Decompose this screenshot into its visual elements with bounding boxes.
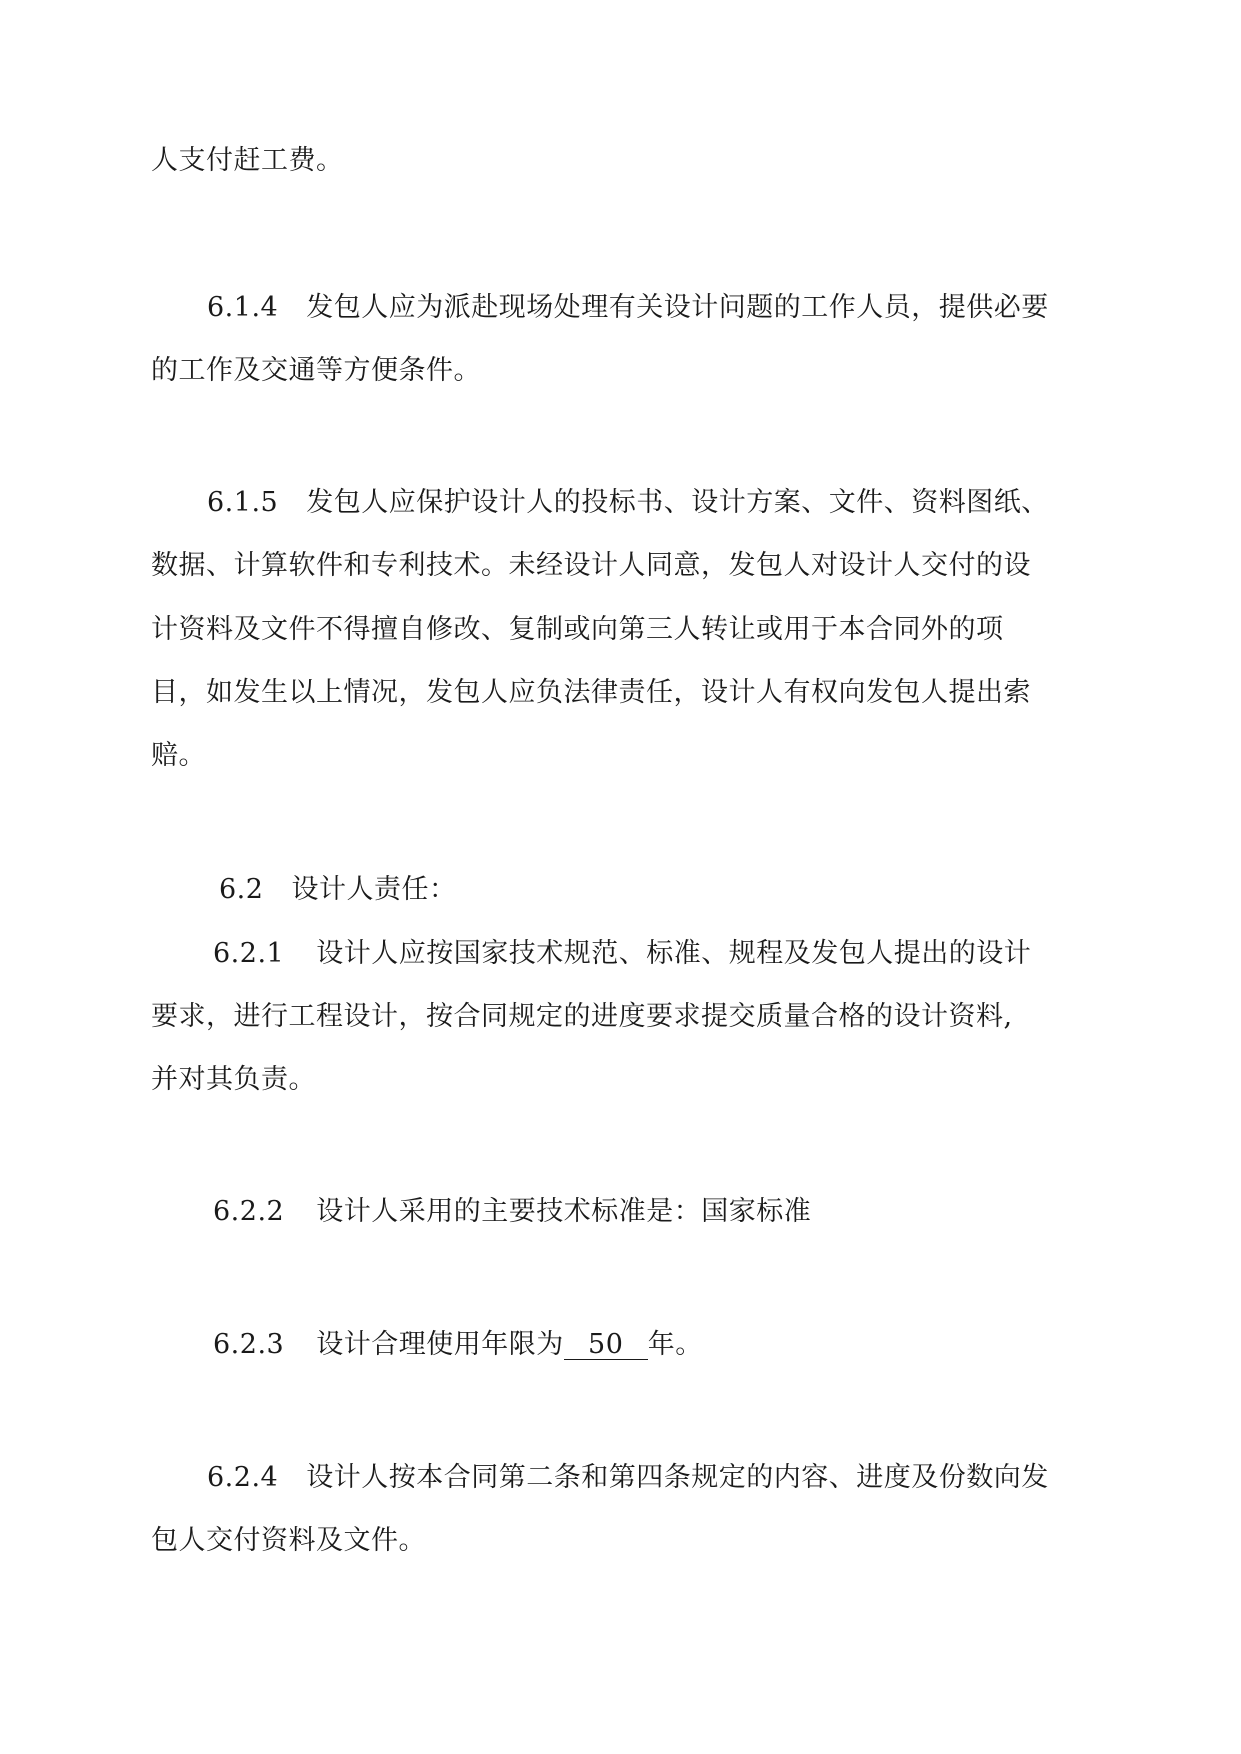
- clause-text: 并对其负责。: [151, 1064, 316, 1095]
- clause-6-1-5-line-4: [151, 677, 1031, 709]
- clause-6-2-1-line-2: [151, 1001, 1013, 1033]
- clause-number: 6.2.1: [213, 938, 285, 969]
- paragraph-continuation: [151, 145, 344, 177]
- clause-text: 发包人应为派赴现场处理有关设计问题的工作人员，提供必要: [306, 292, 1049, 323]
- clause-text: 设计人按本合同第二条和第四条规定的内容、进度及份数向发: [306, 1462, 1049, 1493]
- clause-text: 包人交付资料及文件。: [151, 1525, 426, 1556]
- clause-number: 6.2.3: [213, 1329, 285, 1360]
- clause-text: 赔。: [151, 740, 206, 771]
- clause-6-1-5-line-1: [207, 487, 1049, 519]
- clause-text: 要求，进行工程设计，按合同规定的进度要求提交质量合格的设计资料,: [151, 1001, 1013, 1032]
- clause-text: 设计人采用的主要技术标准是：国家标准: [316, 1196, 812, 1227]
- clause-text-suffix: 年。: [647, 1329, 703, 1360]
- section-number: 6.2: [219, 874, 264, 905]
- clause-text: 设计人应按国家技术规范、标准、规程及发包人提出的设计: [316, 938, 1032, 969]
- clause-text: 计资料及文件不得擅自修改、复制或向第三人转让或用于本合同外的项: [151, 614, 1004, 645]
- clause-6-2-4-line-2: [151, 1525, 426, 1557]
- clause-6-1-4-line-2: [151, 355, 481, 387]
- clause-text: 发包人应保护设计人的投标书、设计方案、文件、资料图纸、: [306, 487, 1049, 518]
- clause-text: 的工作及交通等方便条件。: [151, 355, 481, 386]
- clause-6-2-2: [213, 1196, 811, 1228]
- section-title: 设计人责任：: [291, 874, 457, 905]
- clause-6-2-4-line-1: [207, 1462, 1049, 1494]
- section-6-2-heading: [219, 874, 456, 906]
- clause-6-2-1-line-1: [213, 938, 1031, 970]
- clause-number: 6.1.4: [207, 292, 279, 323]
- clause-number: 6.2.2: [213, 1196, 285, 1227]
- service-life-value: 50: [564, 1331, 648, 1360]
- clause-6-2-3: [213, 1329, 703, 1361]
- clause-text-prefix: 设计合理使用年限为: [316, 1329, 564, 1360]
- clause-number: 6.2.4: [207, 1462, 279, 1493]
- clause-6-2-1-line-3: [151, 1064, 316, 1096]
- clause-number: 6.1.5: [207, 487, 279, 518]
- clause-6-1-5-line-3: [151, 614, 1004, 646]
- clause-6-1-5-line-5: [151, 740, 206, 772]
- clause-6-1-5-line-2: [151, 550, 1031, 582]
- clause-6-1-4-line-1: [207, 292, 1049, 324]
- clause-text: 数据、计算软件和专利技术。未经设计人同意，发包人对设计人交付的设: [151, 550, 1031, 581]
- clause-text: 目，如发生以上情况，发包人应负法律责任，设计人有权向发包人提出索: [151, 677, 1031, 708]
- paragraph-text: 人支付赶工费。: [151, 145, 344, 176]
